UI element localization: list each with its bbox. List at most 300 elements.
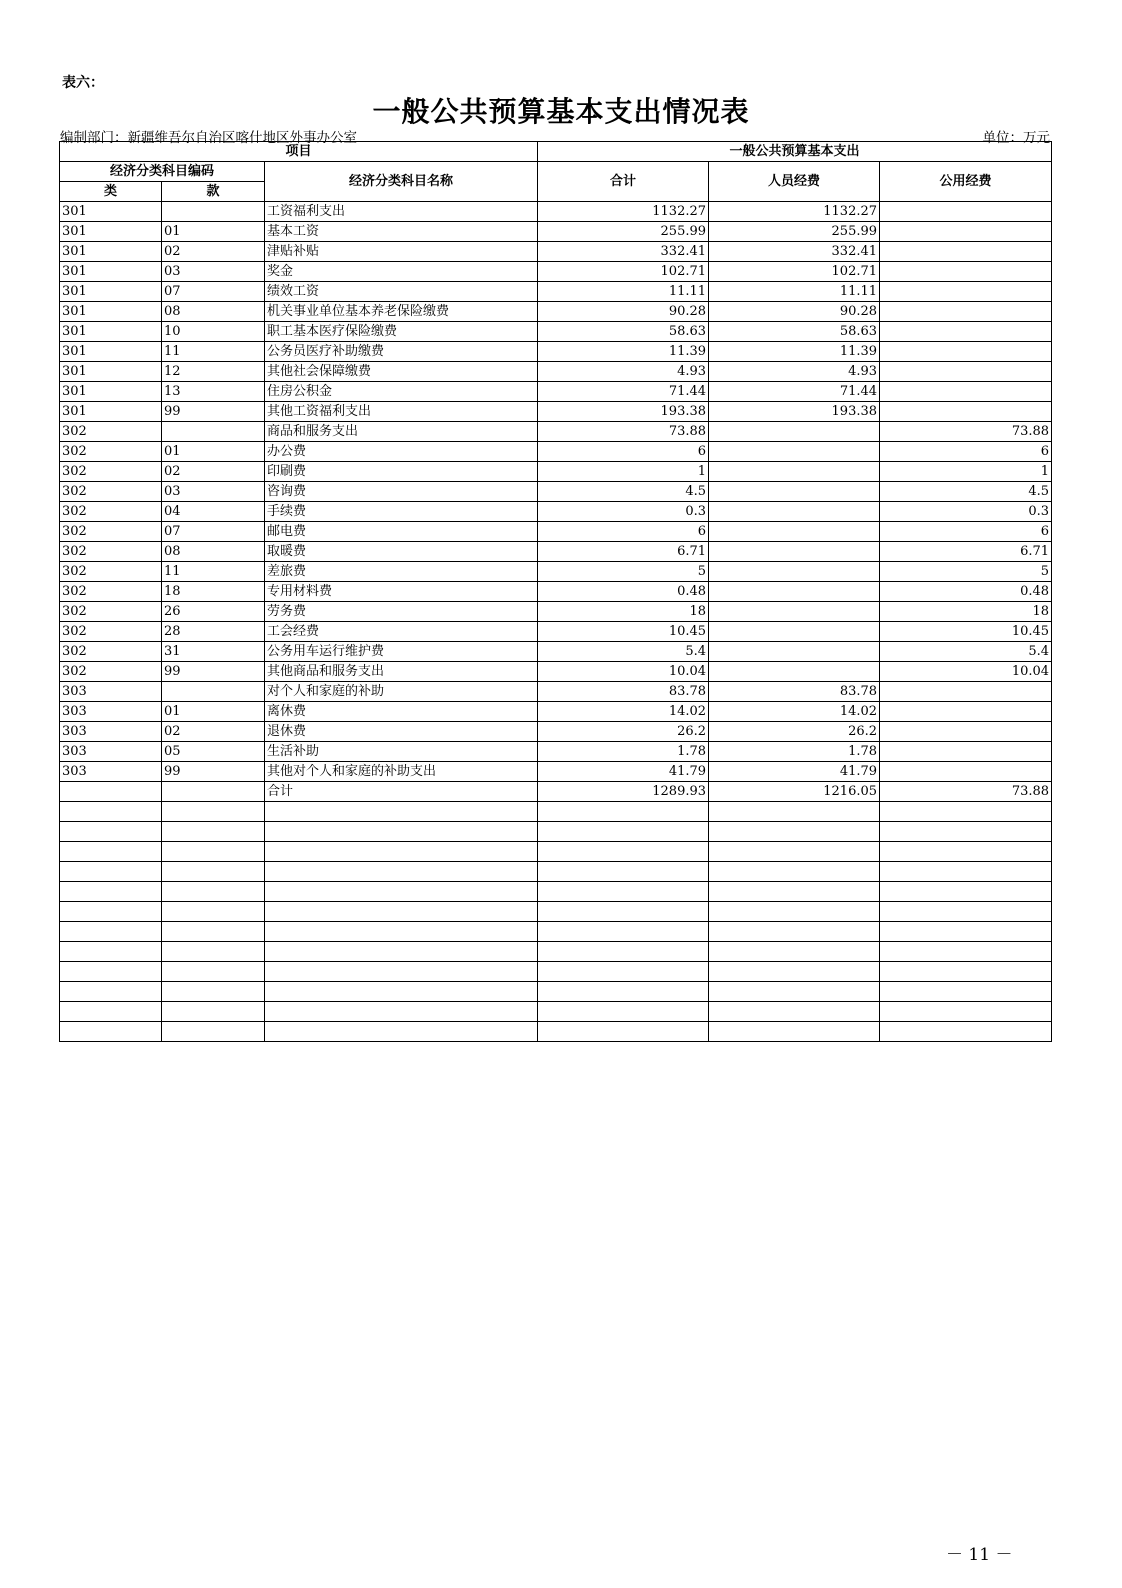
table-row — [60, 222, 1052, 242]
cell-lei: 303 — [60, 702, 162, 722]
cell-public: 4.5 — [880, 482, 1052, 502]
cell-personnel — [709, 482, 880, 502]
cell-lei: 303 — [60, 722, 162, 742]
cell-personnel — [709, 662, 880, 682]
cell-total: 41.79 — [538, 762, 709, 782]
cell-personnel: 71.44 — [709, 382, 880, 402]
header-kuan: 款 — [162, 182, 265, 202]
table-row — [60, 422, 1052, 442]
cell-name: 工会经费 — [265, 622, 538, 642]
empty-cell — [60, 1002, 162, 1022]
empty-cell — [60, 862, 162, 882]
empty-cell — [162, 1022, 265, 1042]
empty-cell — [538, 882, 709, 902]
cell-name: 邮电费 — [265, 522, 538, 542]
empty-cell — [60, 902, 162, 922]
cell-public — [880, 322, 1052, 342]
empty-cell — [880, 1002, 1052, 1022]
empty-row — [60, 902, 1052, 922]
cell-kuan: 03 — [162, 262, 265, 282]
cell-public: 1 — [880, 462, 1052, 482]
cell-kuan — [162, 682, 265, 702]
empty-cell — [60, 962, 162, 982]
empty-cell — [265, 842, 538, 862]
cell-name: 职工基本医疗保险缴费 — [265, 322, 538, 342]
cell-total: 14.02 — [538, 702, 709, 722]
cell-lei: 302 — [60, 422, 162, 442]
cell-name: 工资福利支出 — [265, 202, 538, 222]
empty-cell — [162, 1002, 265, 1022]
cell-lei: 301 — [60, 402, 162, 422]
cell-name: 住房公积金 — [265, 382, 538, 402]
cell-name: 公务员医疗补助缴费 — [265, 342, 538, 362]
cell-name: 差旅费 — [265, 562, 538, 582]
empty-cell — [265, 902, 538, 922]
cell-total: 102.71 — [538, 262, 709, 282]
empty-cell — [162, 842, 265, 862]
cell-total: 18 — [538, 602, 709, 622]
empty-cell — [538, 802, 709, 822]
cell-kuan: 02 — [162, 462, 265, 482]
cell-personnel — [709, 502, 880, 522]
cell-public — [880, 722, 1052, 742]
empty-cell — [538, 1002, 709, 1022]
cell-total: 193.38 — [538, 402, 709, 422]
cell-total: 1 — [538, 462, 709, 482]
table-row — [60, 522, 1052, 542]
cell-total: 332.41 — [538, 242, 709, 262]
empty-cell — [880, 802, 1052, 822]
cell-personnel: 90.28 — [709, 302, 880, 322]
cell-lei: 301 — [60, 362, 162, 382]
cell-kuan: 99 — [162, 762, 265, 782]
cell-name: 劳务费 — [265, 602, 538, 622]
cell-name: 其他工资福利支出 — [265, 402, 538, 422]
cell-personnel: 255.99 — [709, 222, 880, 242]
cell-kuan: 01 — [162, 222, 265, 242]
cell-lei: 301 — [60, 382, 162, 402]
empty-cell — [265, 822, 538, 842]
empty-cell — [265, 982, 538, 1002]
cell-public — [880, 762, 1052, 782]
cell-personnel: 14.02 — [709, 702, 880, 722]
cell-personnel — [709, 562, 880, 582]
empty-cell — [162, 942, 265, 962]
table-row — [60, 602, 1052, 622]
cell-total: 71.44 — [538, 382, 709, 402]
cell-personnel: 83.78 — [709, 682, 880, 702]
cell-name: 对个人和家庭的补助 — [265, 682, 538, 702]
cell-total: 10.45 — [538, 622, 709, 642]
cell-total: 4.93 — [538, 362, 709, 382]
cell-public — [880, 742, 1052, 762]
cell-lei: 302 — [60, 482, 162, 502]
cell-total: 11.39 — [538, 342, 709, 362]
cell-public — [880, 202, 1052, 222]
cell-public: 10.45 — [880, 622, 1052, 642]
empty-cell — [709, 1002, 880, 1022]
cell-public: 5 — [880, 562, 1052, 582]
cell-total: 83.78 — [538, 682, 709, 702]
cell-personnel — [709, 462, 880, 482]
cell-personnel: 193.38 — [709, 402, 880, 422]
cell-name: 印刷费 — [265, 462, 538, 482]
cell-lei: 301 — [60, 302, 162, 322]
empty-cell — [709, 902, 880, 922]
empty-row — [60, 862, 1052, 882]
cell-name: 基本工资 — [265, 222, 538, 242]
empty-cell — [538, 902, 709, 922]
table-number: 表六： — [62, 75, 104, 91]
cell-lei: 302 — [60, 502, 162, 522]
cell-personnel — [709, 622, 880, 642]
cell-total: 90.28 — [538, 302, 709, 322]
table-row — [60, 622, 1052, 642]
cell-personnel: 26.2 — [709, 722, 880, 742]
cell-name: 津贴补贴 — [265, 242, 538, 262]
table-row — [60, 362, 1052, 382]
empty-cell — [880, 882, 1052, 902]
cell-public: 0.3 — [880, 502, 1052, 522]
cell-total: 1.78 — [538, 742, 709, 762]
cell-lei: 302 — [60, 642, 162, 662]
empty-cell — [265, 922, 538, 942]
empty-row — [60, 802, 1052, 822]
empty-cell — [538, 982, 709, 1002]
cell-lei: 301 — [60, 242, 162, 262]
empty-cell — [162, 922, 265, 942]
empty-cell — [880, 922, 1052, 942]
cell-kuan — [162, 202, 265, 222]
empty-cell — [60, 1022, 162, 1042]
table-row — [60, 402, 1052, 422]
empty-row — [60, 942, 1052, 962]
cell-personnel — [709, 602, 880, 622]
empty-cell — [162, 902, 265, 922]
empty-cell — [880, 842, 1052, 862]
empty-cell — [538, 922, 709, 942]
cell-kuan — [162, 782, 265, 802]
cell-public — [880, 382, 1052, 402]
table-row — [60, 742, 1052, 762]
empty-cell — [265, 1002, 538, 1022]
cell-personnel: 1.78 — [709, 742, 880, 762]
cell-lei: 302 — [60, 462, 162, 482]
empty-row — [60, 922, 1052, 942]
cell-kuan: 11 — [162, 562, 265, 582]
cell-kuan: 26 — [162, 602, 265, 622]
page-title: 一般公共预算基本支出情况表 — [372, 95, 750, 128]
empty-cell — [538, 942, 709, 962]
empty-cell — [709, 922, 880, 942]
cell-kuan: 07 — [162, 522, 265, 542]
cell-name: 公务用车运行维护费 — [265, 642, 538, 662]
cell-kuan: 12 — [162, 362, 265, 382]
cell-name: 离休费 — [265, 702, 538, 722]
cell-public: 18 — [880, 602, 1052, 622]
cell-lei: 301 — [60, 222, 162, 242]
cell-kuan: 08 — [162, 302, 265, 322]
cell-lei: 301 — [60, 342, 162, 362]
empty-cell — [709, 1022, 880, 1042]
empty-cell — [880, 962, 1052, 982]
table-row — [60, 682, 1052, 702]
cell-public — [880, 222, 1052, 242]
cell-lei: 302 — [60, 562, 162, 582]
cell-public — [880, 242, 1052, 262]
empty-cell — [265, 862, 538, 882]
cell-name: 取暖费 — [265, 542, 538, 562]
cell-kuan: 31 — [162, 642, 265, 662]
cell-name: 办公费 — [265, 442, 538, 462]
empty-cell — [709, 822, 880, 842]
cell-total: 58.63 — [538, 322, 709, 342]
empty-cell — [709, 942, 880, 962]
cell-total: 10.04 — [538, 662, 709, 682]
header-public: 公用经费 — [880, 162, 1052, 202]
cell-public: 5.4 — [880, 642, 1052, 662]
cell-total: 6 — [538, 442, 709, 462]
cell-personnel: 332.41 — [709, 242, 880, 262]
cell-public — [880, 702, 1052, 722]
empty-cell — [880, 902, 1052, 922]
cell-lei: 301 — [60, 202, 162, 222]
cell-personnel — [709, 442, 880, 462]
cell-public: 6 — [880, 442, 1052, 462]
cell-name: 其他商品和服务支出 — [265, 662, 538, 682]
empty-cell — [538, 822, 709, 842]
empty-cell — [709, 862, 880, 882]
total-public: 73.88 — [880, 782, 1052, 802]
empty-cell — [265, 942, 538, 962]
cell-public: 0.48 — [880, 582, 1052, 602]
cell-total: 0.3 — [538, 502, 709, 522]
table-row — [60, 262, 1052, 282]
cell-personnel — [709, 642, 880, 662]
cell-personnel: 102.71 — [709, 262, 880, 282]
cell-kuan: 05 — [162, 742, 265, 762]
table-row — [60, 762, 1052, 782]
header-project: 项目 — [60, 142, 538, 162]
empty-cell — [880, 1022, 1052, 1042]
empty-cell — [60, 802, 162, 822]
cell-name: 其他社会保障缴费 — [265, 362, 538, 382]
cell-public: 73.88 — [880, 422, 1052, 442]
table-row — [60, 582, 1052, 602]
cell-lei: 302 — [60, 522, 162, 542]
table-row — [60, 462, 1052, 482]
cell-lei: 301 — [60, 262, 162, 282]
empty-cell — [265, 882, 538, 902]
empty-cell — [60, 942, 162, 962]
empty-cell — [880, 862, 1052, 882]
cell-name: 咨询费 — [265, 482, 538, 502]
cell-public: 6 — [880, 522, 1052, 542]
table-row — [60, 542, 1052, 562]
empty-cell — [265, 802, 538, 822]
cell-kuan: 04 — [162, 502, 265, 522]
table-body — [60, 202, 1052, 1042]
header-personnel: 人员经费 — [709, 162, 880, 202]
cell-total: 11.11 — [538, 282, 709, 302]
cell-public — [880, 282, 1052, 302]
cell-personnel — [709, 542, 880, 562]
cell-total: 5 — [538, 562, 709, 582]
cell-lei — [60, 782, 162, 802]
cell-kuan: 01 — [162, 702, 265, 722]
cell-kuan: 99 — [162, 662, 265, 682]
table-row — [60, 322, 1052, 342]
table-row — [60, 302, 1052, 322]
cell-kuan: 03 — [162, 482, 265, 502]
cell-kuan: 28 — [162, 622, 265, 642]
unit-label: 单位：万元 — [982, 130, 1050, 146]
cell-public — [880, 302, 1052, 322]
total-row — [60, 782, 1052, 802]
cell-kuan: 18 — [162, 582, 265, 602]
empty-row — [60, 982, 1052, 1002]
empty-cell — [162, 962, 265, 982]
cell-kuan: 07 — [162, 282, 265, 302]
table-row — [60, 642, 1052, 662]
empty-cell — [709, 802, 880, 822]
table-row — [60, 442, 1052, 462]
total-sum: 1289.93 — [538, 782, 709, 802]
cell-lei: 303 — [60, 742, 162, 762]
empty-cell — [880, 942, 1052, 962]
cell-kuan — [162, 422, 265, 442]
empty-cell — [709, 882, 880, 902]
cell-total: 6 — [538, 522, 709, 542]
cell-lei: 303 — [60, 762, 162, 782]
table-row — [60, 702, 1052, 722]
cell-personnel: 11.39 — [709, 342, 880, 362]
header-name: 经济分类科目名称 — [265, 162, 538, 202]
empty-cell — [709, 982, 880, 1002]
cell-name: 绩效工资 — [265, 282, 538, 302]
empty-cell — [162, 882, 265, 902]
cell-personnel: 1132.27 — [709, 202, 880, 222]
cell-lei: 301 — [60, 282, 162, 302]
cell-name: 奖金 — [265, 262, 538, 282]
empty-row — [60, 882, 1052, 902]
table-row — [60, 202, 1052, 222]
empty-row — [60, 842, 1052, 862]
cell-kuan: 13 — [162, 382, 265, 402]
empty-cell — [538, 1022, 709, 1042]
cell-public: 6.71 — [880, 542, 1052, 562]
header-code-group: 经济分类科目编码 — [60, 162, 265, 182]
cell-kuan: 02 — [162, 722, 265, 742]
cell-total: 0.48 — [538, 582, 709, 602]
empty-row — [60, 1022, 1052, 1042]
table-row — [60, 662, 1052, 682]
cell-total: 255.99 — [538, 222, 709, 242]
cell-public — [880, 262, 1052, 282]
cell-personnel — [709, 522, 880, 542]
empty-cell — [162, 982, 265, 1002]
empty-cell — [162, 802, 265, 822]
cell-lei: 301 — [60, 322, 162, 342]
cell-name: 商品和服务支出 — [265, 422, 538, 442]
empty-cell — [60, 922, 162, 942]
cell-public — [880, 682, 1052, 702]
table-row — [60, 242, 1052, 262]
cell-public: 10.04 — [880, 662, 1052, 682]
table-row — [60, 482, 1052, 502]
cell-lei: 303 — [60, 682, 162, 702]
cell-personnel — [709, 582, 880, 602]
cell-kuan: 02 — [162, 242, 265, 262]
empty-row — [60, 1002, 1052, 1022]
header-lei: 类 — [60, 182, 162, 202]
empty-cell — [60, 822, 162, 842]
cell-personnel — [709, 422, 880, 442]
table-row — [60, 502, 1052, 522]
compiling-department: 编制部门：新疆维吾尔自治区喀什地区外事办公室 — [60, 130, 357, 146]
cell-name: 其他对个人和家庭的补助支出 — [265, 762, 538, 782]
table-row — [60, 342, 1052, 362]
empty-cell — [538, 862, 709, 882]
cell-kuan: 01 — [162, 442, 265, 462]
empty-cell — [880, 982, 1052, 1002]
empty-cell — [265, 962, 538, 982]
table-row — [60, 282, 1052, 302]
cell-name: 生活补助 — [265, 742, 538, 762]
cell-total: 73.88 — [538, 422, 709, 442]
cell-personnel: 11.11 — [709, 282, 880, 302]
cell-kuan: 99 — [162, 402, 265, 422]
empty-cell — [162, 862, 265, 882]
empty-cell — [60, 842, 162, 862]
cell-total: 6.71 — [538, 542, 709, 562]
empty-row — [60, 822, 1052, 842]
cell-name: 机关事业单位基本养老保险缴费 — [265, 302, 538, 322]
cell-name: 退休费 — [265, 722, 538, 742]
table-row — [60, 562, 1052, 582]
cell-personnel: 41.79 — [709, 762, 880, 782]
cell-kuan: 10 — [162, 322, 265, 342]
cell-lei: 302 — [60, 442, 162, 462]
cell-total: 1132.27 — [538, 202, 709, 222]
cell-public — [880, 402, 1052, 422]
cell-name: 手续费 — [265, 502, 538, 522]
page-number: － 11 － — [946, 1545, 1013, 1565]
cell-personnel: 4.93 — [709, 362, 880, 382]
cell-public — [880, 362, 1052, 382]
cell-lei: 302 — [60, 622, 162, 642]
cell-total: 5.4 — [538, 642, 709, 662]
table-row — [60, 382, 1052, 402]
empty-cell — [709, 962, 880, 982]
table-row — [60, 722, 1052, 742]
cell-public — [880, 342, 1052, 362]
cell-name: 专用材料费 — [265, 582, 538, 602]
empty-cell — [265, 1022, 538, 1042]
cell-kuan: 11 — [162, 342, 265, 362]
header-budget-group: 一般公共预算基本支出 — [538, 142, 1052, 162]
empty-cell — [162, 822, 265, 842]
cell-total: 4.5 — [538, 482, 709, 502]
empty-cell — [880, 822, 1052, 842]
budget-table — [59, 141, 1052, 1042]
empty-cell — [60, 882, 162, 902]
cell-lei: 302 — [60, 602, 162, 622]
cell-kuan: 08 — [162, 542, 265, 562]
total-personnel: 1216.05 — [709, 782, 880, 802]
empty-cell — [709, 842, 880, 862]
total-label: 合计 — [265, 782, 538, 802]
